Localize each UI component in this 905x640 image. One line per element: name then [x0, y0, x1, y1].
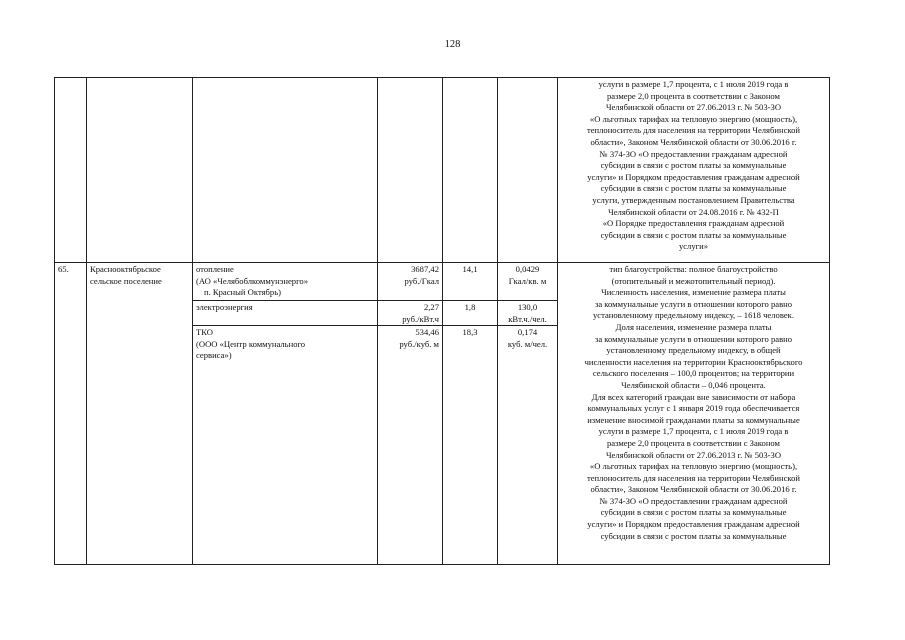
- service-tariff: 3687,42 руб./Гкал: [378, 263, 443, 301]
- service-norm: 0,174 куб. м/чел.: [498, 326, 558, 565]
- service-tariff: 2,27 руб./кВт.ч: [378, 301, 443, 326]
- norm-cell: [498, 78, 558, 263]
- service-name: отопление (АО «Челябоблкоммунэнерго» п. Красный Октябрь): [193, 263, 378, 301]
- settlement-name: Краснооктябрьское сельское поселение: [87, 263, 193, 565]
- tariff-table: [54, 77, 830, 565]
- service-increase: 1,8: [443, 301, 498, 326]
- increase-cell: [443, 78, 498, 263]
- service-cell: [193, 78, 378, 263]
- continuation-row: [55, 78, 830, 263]
- continuation-description: услуги в размере 1,7 процента, с 1 июля 2019 года в размере 2,0 процента в соответствии с Законом Челябинской области от 27.06.2013 г. № 503-ЗО «О льготных тарифах на тепловую энергию (мощность), теплоноситель для населения на территории Челябинской области», Законом Челябинской области от 30.06.2016 г. № 374-ЗО «О предоставлении гражданам адресной субсидии в связи с ростом платы за коммунальные услуги» и Порядком предоставления гражданам адресной субсидии в связи с ростом платы за коммунальные услуги, утвержденным постановлением Правительства Челябинской области от 24.08.2016 г. № 432-П «О Порядке предоставления гражданам адресной субсидии в связи с ростом платы за коммунальные услуги»: [558, 78, 830, 263]
- entry-number: 65.: [55, 263, 87, 565]
- service-norm: 130,0 кВт.ч./чел.: [498, 301, 558, 326]
- service-name: ТКО (ООО «Центр коммунального сервиса»): [193, 326, 378, 565]
- page-number: 128: [444, 39, 461, 50]
- service-increase: 14,1: [443, 263, 498, 301]
- number-cell: [55, 78, 87, 263]
- service-name: электроэнергия: [193, 301, 378, 326]
- entry-description: тип благоустройства: полное благоустройство (отопительный и межотопительный период). Численность населения, изменение размера платы за коммунальные услуги в отношении которого равно установленному предельному индексу, – 1618 человек. Доля населения, изменение размера платы за коммунальные услуги в отношении которого равно установленному предельному индексу, в общей численности населения на территории Краснооктябрьского сельского поселения – 100,0 процентов; на территории Челябинской области – 0,046 процента. Для всех категорий граждан вне зависимости от набора коммунальных услуг с 1 января 2019 года обеспечивается изменение вносимой гражданами платы за коммунальные услуги в размере 1,7 процента, с 1 июля 2019 года в размере 2,0 процента в соответствии с Законом Челябинской области от 27.06.2013 г. № 503-ЗО «О льготных тарифах на тепловую энергию (мощность), теплоноситель для населения на территории Челябинской области», Законом Челябинской области от 30.06.2016 г. № 374-ЗО «О предоставлении гражданам адресной субсидии в связи с ростом платы за коммунальные услуги» и Порядком предоставления гражданам адресной субсидии в связи с ростом платы за коммунальные: [558, 263, 830, 565]
- entry-row-heating: [55, 263, 830, 301]
- tariff-cell: [378, 78, 443, 263]
- service-tariff: 534,46 руб./куб. м: [378, 326, 443, 565]
- service-norm: 0,0429 Гкал/кв. м: [498, 263, 558, 301]
- settlement-cell: [87, 78, 193, 263]
- service-increase: 18,3: [443, 326, 498, 565]
